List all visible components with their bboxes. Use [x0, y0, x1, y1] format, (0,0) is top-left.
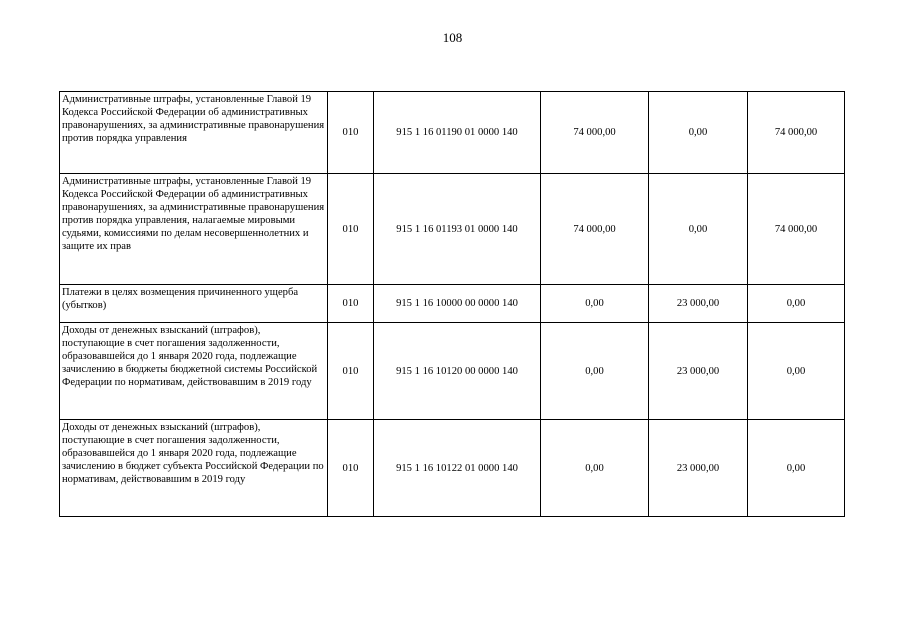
row-description: Платежи в целях возмещения причиненного ущерба (убытков) — [60, 285, 328, 323]
row-description: Административные штрафы, установленные Главой 19 Кодекса Российской Федерации об административных правонарушениях, за административные правонарушения против порядка управления — [60, 92, 328, 174]
row-description: Доходы от денежных взысканий (штрафов), поступающие в счет погашения задолженности, образовавшейся до 1 января 2020 года, подлежащие зачислению в бюджет субъекта Российской Федерации по нормативам, действовавшим в 2019 году — [60, 420, 328, 517]
table-row — [60, 285, 845, 323]
row-kbk-code: 915 1 16 10000 00 0000 140 — [374, 285, 541, 323]
row-value-1: 74 000,00 — [541, 92, 649, 174]
table-row — [60, 92, 845, 174]
table-row — [60, 323, 845, 420]
row-value-3: 0,00 — [748, 285, 845, 323]
row-line-code: 010 — [328, 420, 374, 517]
row-line-code: 010 — [328, 174, 374, 285]
row-value-2: 0,00 — [649, 174, 748, 285]
page-number: 108 — [442, 30, 463, 45]
row-value-3: 0,00 — [748, 420, 845, 517]
row-value-1: 74 000,00 — [541, 174, 649, 285]
row-line-code: 010 — [328, 323, 374, 420]
row-value-1: 0,00 — [541, 420, 649, 517]
row-value-2: 23 000,00 — [649, 420, 748, 517]
income-report-table — [59, 91, 845, 517]
row-description: Доходы от денежных взысканий (штрафов), поступающие в счет погашения задолженности, образовавшейся до 1 января 2020 года, подлежащие зачислению в бюджеты бюджетной системы Российской Федерации по нормативам, действовавшим в 2019 году — [60, 323, 328, 420]
row-line-code: 010 — [328, 92, 374, 174]
row-value-3: 0,00 — [748, 323, 845, 420]
table-row — [60, 420, 845, 517]
row-value-3: 74 000,00 — [748, 92, 845, 174]
row-kbk-code: 915 1 16 01193 01 0000 140 — [374, 174, 541, 285]
row-line-code: 010 — [328, 285, 374, 323]
row-kbk-code: 915 1 16 01190 01 0000 140 — [374, 92, 541, 174]
row-value-2: 23 000,00 — [649, 323, 748, 420]
row-value-1: 0,00 — [541, 323, 649, 420]
row-kbk-code: 915 1 16 10120 00 0000 140 — [374, 323, 541, 420]
row-value-2: 23 000,00 — [649, 285, 748, 323]
row-value-3: 74 000,00 — [748, 174, 845, 285]
row-value-1: 0,00 — [541, 285, 649, 323]
row-value-2: 0,00 — [649, 92, 748, 174]
row-description: Административные штрафы, установленные Главой 19 Кодекса Российской Федерации об административных правонарушениях, за административные правонарушения против порядка управления, налагаемые мировыми судьями, комиссиями по делам несовершеннолетних и защите их прав — [60, 174, 328, 285]
row-kbk-code: 915 1 16 10122 01 0000 140 — [374, 420, 541, 517]
table-row — [60, 174, 845, 285]
